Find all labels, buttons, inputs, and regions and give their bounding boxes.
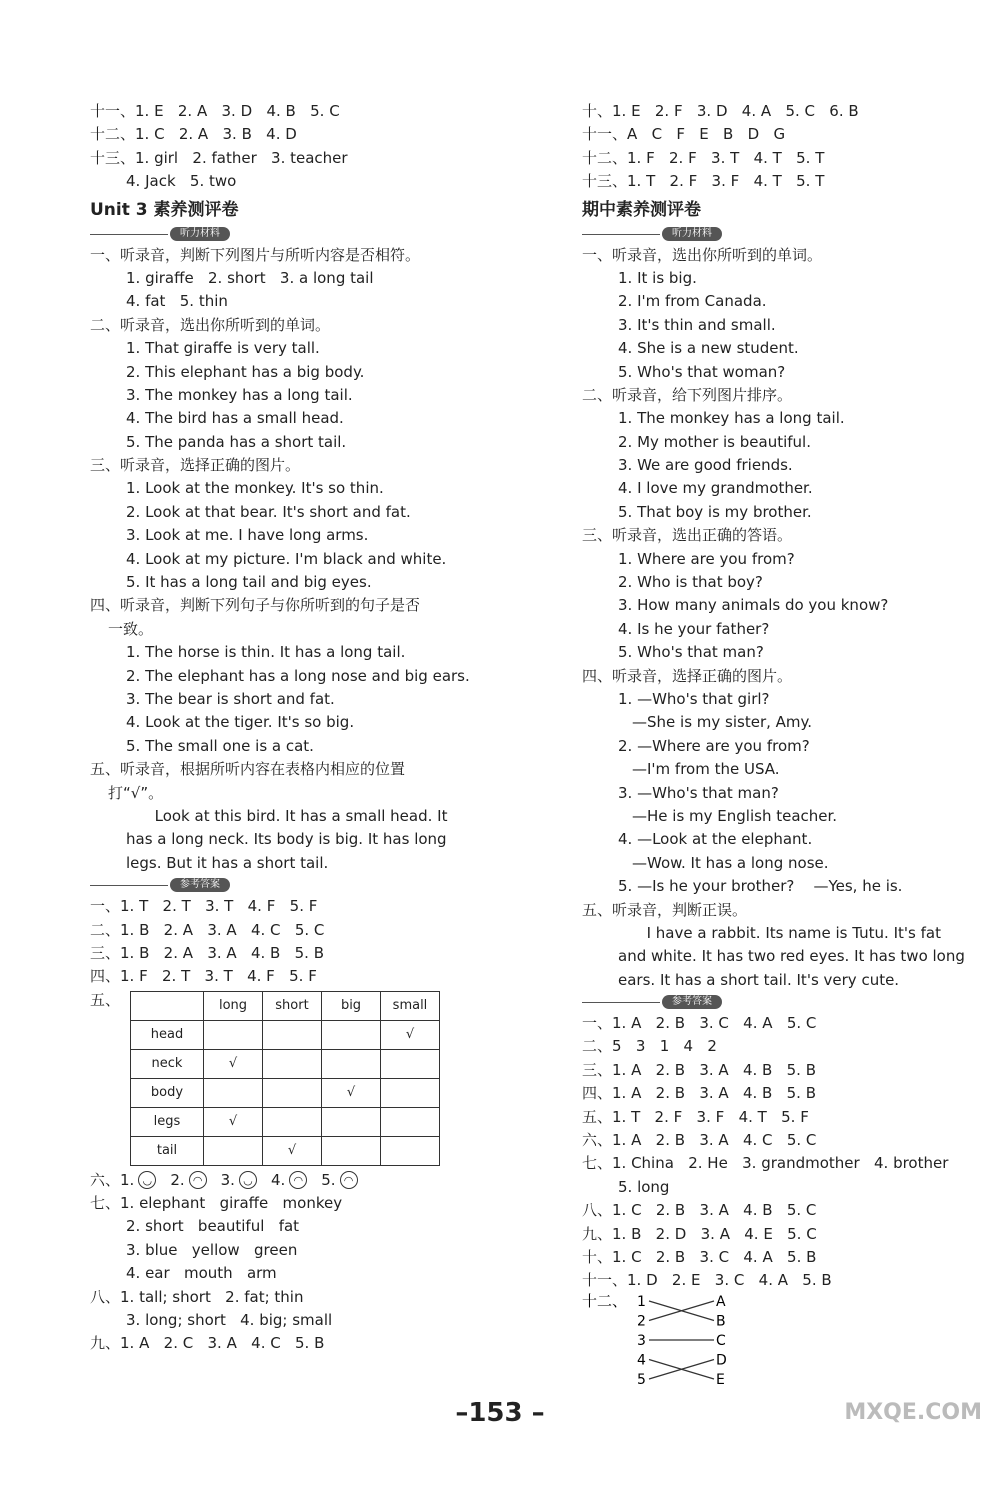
text-line: 二、5 3 1 4 2 xyxy=(582,1037,717,1056)
table-cell: legs xyxy=(131,1107,204,1136)
match-right-item: E xyxy=(716,1372,725,1388)
answer-table xyxy=(130,991,440,1166)
table-cell: body xyxy=(131,1078,204,1107)
table-row xyxy=(131,1020,440,1049)
text-line: 4. Is he your father? xyxy=(618,619,770,638)
text-line: 3. —Who's that man? xyxy=(618,783,779,802)
text-line: 七、1. China 2. He 3. grandmother 4. brother xyxy=(582,1154,949,1173)
text-line: 3. How many animals do you know? xyxy=(618,596,889,615)
face-number: 5. xyxy=(321,1170,336,1189)
text-line: 一、听录音，判断下列图片与所听内容是否相符。 xyxy=(90,245,421,264)
text-line: legs. But it has a short tail. xyxy=(126,853,329,872)
face-number: 1. xyxy=(120,1170,135,1189)
table-cell xyxy=(204,1020,263,1049)
matching-label: 十二、 xyxy=(582,1292,628,1310)
text-line: 5. Who's that woman? xyxy=(618,362,786,381)
section-divider xyxy=(582,992,1000,1012)
text-line: 五、1. T 2. F 3. F 4. T 5. F xyxy=(582,1107,809,1126)
text-line: 3. The monkey has a long tail. xyxy=(126,385,353,404)
text-line: 3. The bear is short and fat. xyxy=(126,689,335,708)
section-badge: 听力材料 xyxy=(170,227,230,241)
table-header-cell: long xyxy=(204,991,263,1020)
table-cell xyxy=(381,1078,440,1107)
text-line: 五、听录音，判断正误。 xyxy=(582,900,748,919)
text-line: 二、听录音，给下列图片排序。 xyxy=(582,385,793,404)
text-line: 5. Who's that man? xyxy=(618,643,764,662)
text-line: 三、听录音，选出正确的答语。 xyxy=(582,526,793,545)
section-badge: 听力材料 xyxy=(662,227,722,241)
table-cell: √ xyxy=(381,1020,440,1049)
section-divider xyxy=(90,875,530,895)
match-right-item: C xyxy=(716,1333,726,1349)
left-column xyxy=(90,100,530,1356)
text-line: 2. —Where are you from? xyxy=(618,736,810,755)
text-line: 八、1. C 2. B 3. A 4. B 5. C xyxy=(582,1201,817,1220)
table-cell xyxy=(381,1136,440,1165)
faces-label: 六、 xyxy=(90,1170,121,1189)
text-line: 3. Look at me. I have long arms. xyxy=(126,526,369,545)
table-cell xyxy=(263,1078,322,1107)
section-title: 期中素养测评卷 xyxy=(582,199,701,220)
text-line: 5. long xyxy=(618,1177,670,1196)
text-line: 十一、1. D 2. E 3. C 4. A 5. B xyxy=(582,1271,832,1290)
table-header-cell xyxy=(131,991,204,1020)
table-row xyxy=(131,1078,440,1107)
table-cell: tail xyxy=(131,1136,204,1165)
text-line: 5. The panda has a short tail. xyxy=(126,432,347,451)
sad-face-icon: ◠ xyxy=(289,1171,307,1189)
text-line: 七、1. elephant giraffe monkey xyxy=(90,1194,343,1213)
table-cell xyxy=(204,1136,263,1165)
text-line: 4. Look at my picture. I'm black and white. xyxy=(126,549,447,568)
match-left-item: 1 xyxy=(637,1294,646,1310)
text-line: 3. blue yellow green xyxy=(126,1240,298,1259)
text-line: 五、听录音，根据所听内容在表格内相应的位置 xyxy=(90,760,406,779)
table-cell xyxy=(381,1107,440,1136)
text-line: 一、听录音，选出你所听到的单词。 xyxy=(582,245,823,264)
table-cell: √ xyxy=(204,1049,263,1078)
text-line: 二、1. B 2. A 3. A 4. C 5. C xyxy=(90,920,325,939)
text-line: 四、1. A 2. B 3. A 4. B 5. B xyxy=(582,1084,817,1103)
table-cell xyxy=(322,1136,381,1165)
text-line: 八、1. tall; short 2. fat; thin xyxy=(90,1287,304,1306)
text-line: 三、1. A 2. B 3. A 4. B 5. B xyxy=(582,1060,817,1079)
text-line: 2. Look at that bear. It's short and fat. xyxy=(126,502,411,521)
text-line: 3. long; short 4. big; small xyxy=(126,1311,333,1330)
text-line: 2. Who is that boy? xyxy=(618,573,763,592)
section-badge: 参考答案 xyxy=(170,878,230,892)
text-line: 2. This elephant has a big body. xyxy=(126,362,365,381)
smiley-face-icon: ◡ xyxy=(138,1171,156,1189)
section-title: Unit 3 素养测评卷 xyxy=(90,199,239,220)
text-line: 1. The monkey has a long tail. xyxy=(618,409,845,428)
section-badge: 参考答案 xyxy=(662,995,722,1009)
text-line: 4. fat 5. thin xyxy=(126,292,228,311)
text-line: 1. Where are you from? xyxy=(618,549,795,568)
match-left-item: 2 xyxy=(637,1313,646,1330)
text-line: and white. It has two red eyes. It has two long xyxy=(618,947,965,966)
text-line: 1. That giraffe is very tall. xyxy=(126,339,320,358)
text-line: I have a rabbit. Its name is Tutu. It's fat xyxy=(618,923,941,942)
face-number: 3. xyxy=(220,1170,235,1189)
table-row xyxy=(131,1136,440,1165)
table-cell xyxy=(322,1020,381,1049)
table-cell xyxy=(381,1049,440,1078)
table-cell: √ xyxy=(263,1136,322,1165)
sad-face-icon: ◠ xyxy=(340,1171,358,1189)
table-header-cell: small xyxy=(381,991,440,1020)
text-line: 5. It has a long tail and big eyes. xyxy=(126,573,372,592)
text-line: 1. giraffe 2. short 3. a long tail xyxy=(126,268,374,287)
match-left-item: 5 xyxy=(637,1372,646,1388)
text-line: 四、1. F 2. T 3. T 4. F 5. F xyxy=(90,967,317,986)
text-line: 5. That boy is my brother. xyxy=(618,502,812,521)
text-line: 4. I love my grandmother. xyxy=(618,479,813,498)
matching-answer xyxy=(582,1290,782,1390)
text-line: 2. The elephant has a long nose and big ears. xyxy=(126,666,470,685)
text-line: 5. —Is he your brother? —Yes, he is. xyxy=(618,877,903,896)
table-row xyxy=(131,1049,440,1078)
text-line: Look at this bird. It has a small head. It xyxy=(126,806,448,825)
text-line: 一、1. T 2. T 3. T 4. F 5. F xyxy=(90,897,318,916)
text-line: 4. She is a new student. xyxy=(618,339,799,358)
table-label: 五、 xyxy=(90,990,121,1009)
text-line: 三、听录音，选择正确的图片。 xyxy=(90,456,301,475)
table-cell: √ xyxy=(204,1107,263,1136)
text-line: —I'm from the USA. xyxy=(632,760,780,779)
table-cell xyxy=(322,1049,381,1078)
table-cell: neck xyxy=(131,1049,204,1078)
text-line: 十二、1. F 2. F 3. T 4. T 5. T xyxy=(582,148,825,167)
text-line: 四、听录音，选择正确的图片。 xyxy=(582,666,793,685)
text-line: —She is my sister, Amy. xyxy=(632,713,813,732)
text-line: 3. It's thin and small. xyxy=(618,315,776,334)
table-row xyxy=(131,1107,440,1136)
right-column xyxy=(582,100,1000,1293)
match-right-item: A xyxy=(716,1294,726,1310)
text-line: 十、1. C 2. B 3. C 4. A 5. B xyxy=(582,1247,817,1266)
text-line: 5. The small one is a cat. xyxy=(126,736,314,755)
answer-table-block xyxy=(90,989,530,1169)
page-number: –153 – xyxy=(455,1398,545,1428)
text-line: 2. short beautiful fat xyxy=(126,1217,300,1236)
match-left-item: 4 xyxy=(637,1352,646,1369)
text-line: 4. The bird has a small head. xyxy=(126,409,344,428)
text-line: 十三、1. girl 2. father 3. teacher xyxy=(90,148,348,167)
text-line: 六、1. A 2. B 3. A 4. C 5. C xyxy=(582,1131,817,1150)
smiley-face-icon: ◡ xyxy=(239,1171,257,1189)
text-line: 1. It is big. xyxy=(618,268,697,287)
table-header-cell: big xyxy=(322,991,381,1020)
face-number: 2. xyxy=(170,1170,185,1189)
face-number: 4. xyxy=(270,1170,286,1189)
text-line: 2. I'm from Canada. xyxy=(618,292,767,311)
text-line: 九、1. A 2. C 3. A 4. C 5. B xyxy=(90,1334,325,1353)
text-line: 1. —Who's that girl? xyxy=(618,689,770,708)
table-cell: head xyxy=(131,1020,204,1049)
text-line: 4. Look at the tiger. It's so big. xyxy=(126,713,355,732)
match-right-item: D xyxy=(716,1352,727,1369)
text-line: 4. Jack 5. two xyxy=(126,172,237,191)
table-header-cell: short xyxy=(263,991,322,1020)
text-line: 九、1. B 2. D 3. A 4. E 5. C xyxy=(582,1224,817,1243)
text-line: 十一、1. E 2. A 3. D 4. B 5. C xyxy=(90,102,340,120)
section-divider xyxy=(582,224,1000,244)
text-line: 1. Look at the monkey. It's so thin. xyxy=(126,479,384,498)
table-cell xyxy=(263,1107,322,1136)
text-line: 3. We are good friends. xyxy=(618,456,793,475)
text-line: 一、1. A 2. B 3. C 4. A 5. C xyxy=(582,1014,817,1033)
text-line: 十、1. E 2. F 3. D 4. A 5. C 6. B xyxy=(582,102,859,120)
table-cell xyxy=(263,1049,322,1078)
text-line: 4. —Look at the elephant. xyxy=(618,830,813,849)
text-line: 2. My mother is beautiful. xyxy=(618,432,811,451)
table-cell: √ xyxy=(322,1078,381,1107)
faces-answer-line xyxy=(90,1169,530,1192)
text-line: 十三、1. T 2. F 3. F 4. T 5. T xyxy=(582,172,825,191)
text-line: has a long neck. Its body is big. It has long xyxy=(126,830,447,849)
text-line: 十一、A C F E B D G xyxy=(582,125,786,144)
table-cell xyxy=(322,1107,381,1136)
text-line: 二、听录音，选出你所听到的单词。 xyxy=(90,315,331,334)
watermark: MXQE.COM xyxy=(844,1400,982,1425)
text-line: 十二、1. C 2. A 3. B 4. D xyxy=(90,125,297,144)
text-line: 4. ear mouth arm xyxy=(126,1264,277,1283)
section-divider xyxy=(90,224,530,244)
text-line: 三、1. B 2. A 3. A 4. B 5. B xyxy=(90,943,325,962)
table-cell xyxy=(263,1020,322,1049)
text-line: 1. The horse is thin. It has a long tail. xyxy=(126,643,406,662)
match-left-item: 3 xyxy=(637,1333,646,1349)
text-line: 一致。 xyxy=(108,619,154,638)
text-line: —He is my English teacher. xyxy=(632,806,838,825)
sad-face-icon: ◠ xyxy=(189,1171,207,1189)
text-line: ears. It has a short tail. It's very cute. xyxy=(618,970,900,989)
table-cell xyxy=(204,1078,263,1107)
text-line: 打“√”。 xyxy=(108,783,164,802)
text-line: —Wow. It has a long nose. xyxy=(632,853,829,872)
text-line: 四、听录音，判断下列句子与你所听到的句子是否 xyxy=(90,596,421,615)
match-right-item: B xyxy=(716,1313,726,1330)
